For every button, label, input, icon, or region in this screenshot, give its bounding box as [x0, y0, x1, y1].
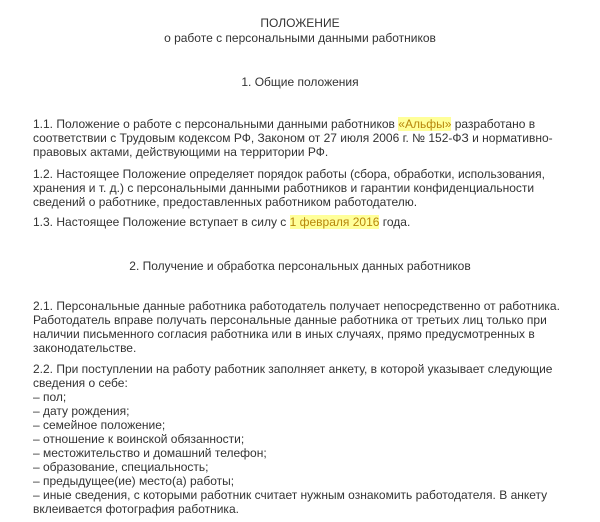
paragraph-1-1-line-1 — [33, 117, 535, 131]
paragraph-2-1-line-3: наличии письменного согласия работника или в иных случаях, прямо предусмотренных в — [33, 327, 535, 341]
paragraph-2-1-line-1: 2.1. Персональные данные работника работодатель получает непосредственно от работника. — [33, 299, 560, 313]
highlighted-company-name: «Альфы» — [398, 117, 452, 131]
list-item: – иные сведения, с которыми работник считает нужным ознакомить работодателя. В анкету — [33, 488, 548, 502]
document-subtitle: о работе с персональными данными работников — [164, 31, 436, 45]
paragraph-2-1-line-4: законодательстве. — [33, 341, 137, 355]
list-item: – семейное положение; — [33, 418, 166, 432]
list-item: – предыдущее(ие) место(а) работы; — [33, 474, 235, 488]
paragraph-2-2-line-1: 2.2. При поступлении на работу работник заполняет анкету, в которой указывает следующие — [33, 362, 553, 376]
paragraph-1-1-line-2: соответствии с Трудовым кодексом РФ, Законом от 27 июля 2006 г. № 152-ФЗ и нормативно- — [33, 131, 553, 145]
list-item: – местожительство и домашний телефон; — [33, 446, 267, 460]
list-item: – отношение к воинской обязанности; — [33, 432, 245, 446]
paragraph-text: разработано в — [451, 117, 536, 131]
paragraph-text: 1.1. Положение о работе с персональными данными работников — [33, 117, 399, 131]
paragraph-1-1-line-3: правовых актами, действующими на территории РФ. — [33, 145, 329, 159]
list-item: – пол; — [33, 390, 67, 404]
paragraph-1-2-line-2: хранения и т. д.) с персональными данными работников и гарантии конфиденциальности — [33, 181, 535, 195]
paragraph-1-3 — [33, 215, 410, 229]
paragraph-1-2-line-1: 1.2. Настоящее Положение определяет порядок работы (сбора, обработки, использования, — [33, 167, 545, 181]
document-title: ПОЛОЖЕНИЕ — [260, 16, 340, 30]
section-1-heading: 1. Общие положения — [241, 75, 359, 89]
list-item: – образование, специальность; — [33, 460, 209, 474]
paragraph-1-2-line-3: сведений о работнике, предоставленных работником работодателю. — [33, 195, 418, 209]
list-item: – дату рождения; — [33, 404, 130, 418]
paragraph-text: 1.3. Настоящее Положение вступает в силу с — [33, 215, 290, 229]
paragraph-2-2-line-2: сведения о себе: — [33, 376, 128, 390]
paragraph-2-1-line-2: Работодатель вправе получать персональные данные работника от третьих лиц только при — [33, 313, 547, 327]
highlighted-date: 1 февраля 2016 — [289, 215, 380, 229]
section-2-heading: 2. Получение и обработка персональных данных работников — [129, 259, 471, 273]
list-item-continuation: вклеивается фотография работника. — [33, 502, 239, 516]
paragraph-text: года. — [379, 215, 411, 229]
